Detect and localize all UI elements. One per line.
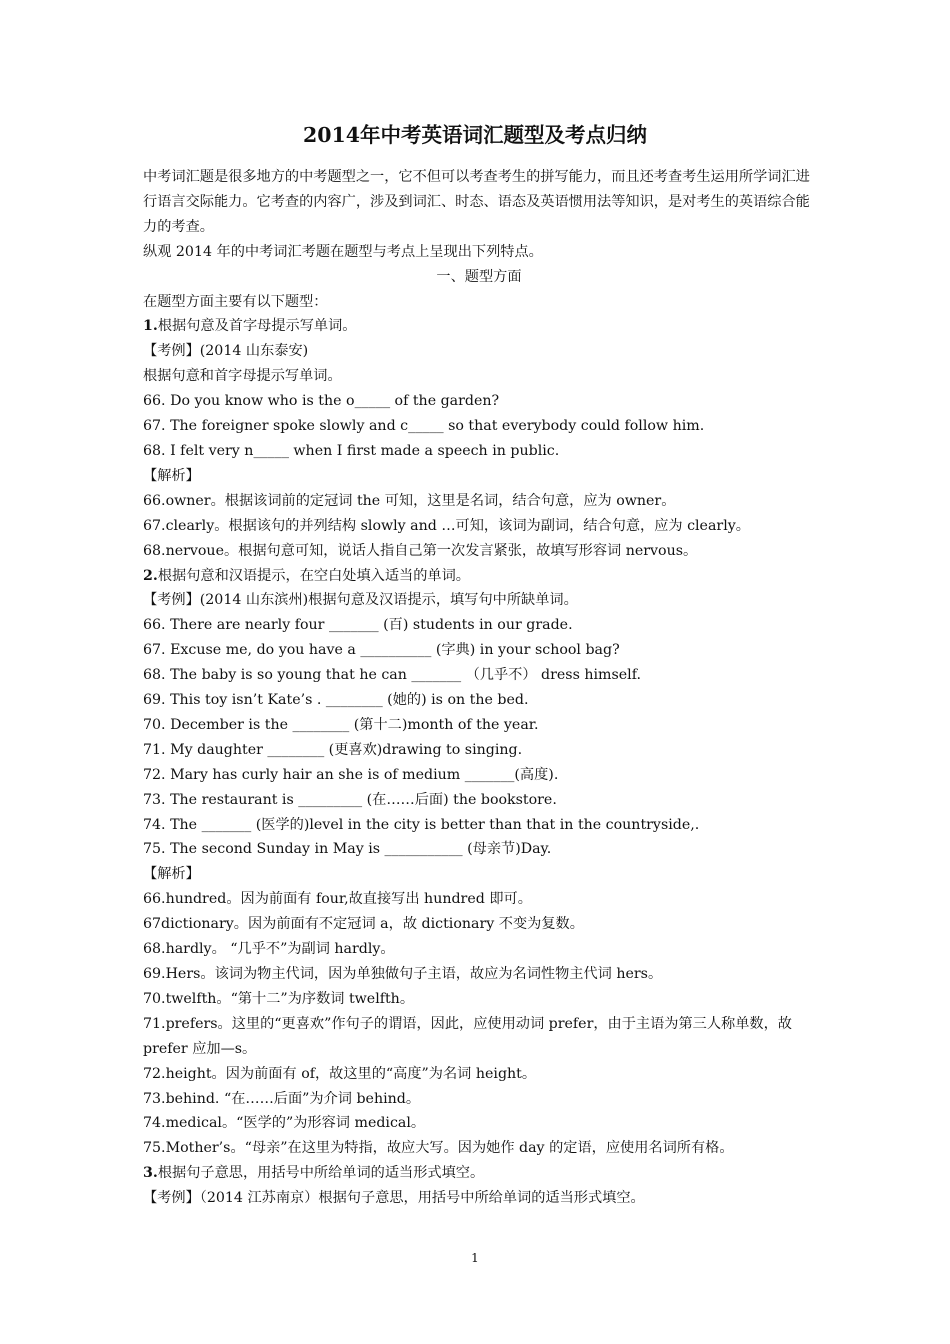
type2-heading-text: 根据句意和汉语提示，在空白处填入适当的单词。 — [157, 567, 470, 584]
overview-paragraph: 纵观 2014 年的中考词汇考题在题型与考点上呈现出下列特点。 — [143, 243, 543, 260]
document-body — [143, 165, 815, 1211]
question-line: 68. The baby is so young that he can _______ （几乎不） dress himself. — [143, 667, 641, 684]
question-line: 66. There are nearly four _______ (百) students in our grade. — [143, 617, 573, 634]
question-line: 66. Do you know who is the o_____ of the garden? — [143, 393, 500, 410]
question-line: 67. The foreigner spoke slowly and c_____ so that everybody could follow him. — [143, 418, 705, 435]
question-line: 67. Excuse me, do you have a __________ (字典) in your school bag? — [143, 642, 620, 659]
question-line: 69. This toy isn’t Kate’s . ________ (她的) is on the bed. — [143, 692, 529, 709]
type1-heading-text: 根据句意及首字母提示写单词。 — [157, 318, 357, 335]
type1-instruction: 根据句意和首字母提示写单词。 — [143, 368, 342, 385]
type3-number: 3. — [143, 1165, 158, 1182]
answer-line: 68.hardly。 “几乎不”为副词 hardly。 — [143, 941, 395, 958]
answer-line: 66.hundred。因为前面有 four,故直接写出 hundred 即可。 — [143, 891, 532, 908]
type3-heading — [143, 1161, 815, 1186]
question-line: 68. I felt very n_____ when I first made a speech in public. — [143, 442, 560, 459]
type1-heading — [143, 314, 815, 339]
answer-line: 68.nervoue。根据句意可知，说话人指自己第一次发言紧张，故填写形容词 nervous。 — [143, 542, 698, 559]
question-line: 71. My daughter ________ (更喜欢)drawing to singing. — [143, 741, 523, 758]
type3-example: 【考例】（2014 江苏南京）根据句子意思，用括号中所给单词的适当形式填空。 — [143, 1190, 645, 1207]
question-line: 73. The restaurant is _________ (在……后面) the bookstore. — [143, 791, 557, 808]
answer-line: 67.clearly。根据该句的并列结构 slowly and …可知，该词为副词，结合句意，应为 clearly。 — [143, 517, 750, 534]
type2-heading — [143, 564, 815, 589]
document-title: 2014年中考英语词汇题型及考点归纳 — [302, 123, 648, 147]
type2-number: 2. — [143, 567, 158, 584]
answer-line: 74.medical。“医学的”为形容词 medical。 — [143, 1115, 426, 1132]
intro-paragraph: 中考词汇题是很多地方的中考题型之一，它不但可以考查考生的拼写能力，而且还考查考生运用所学词汇进行语言交际能力。它考查的内容广，涉及到词汇、时态、语态及英语惯用法等知识，是对考生的英语综合能力的考查。 — [143, 169, 810, 235]
answer-line: 71.prefers。这里的“更喜欢”作句子的谓语，因此，应使用动词 prefer，由于主语为第三人称单数，故 prefer 应加—s。 — [143, 1015, 792, 1057]
answer-line: 75.Mother’s。“母亲”在这里为特指，故应大写。因为她作 day 的定语，应使用名词所有格。 — [143, 1140, 734, 1157]
type1-analysis-label: 【解析】 — [143, 467, 200, 484]
section-heading: 一、题型方面 — [436, 268, 522, 285]
type2-example: 【考例】(2014 山东滨州)根据句意及汉语提示，填写句中所缺单词。 — [143, 592, 578, 609]
answer-line: 67dictionary。因为前面有不定冠词 a，故 dictionary 不变为复数。 — [143, 916, 584, 933]
answer-line: 73.behind. “在……后面”为介词 behind。 — [143, 1090, 421, 1107]
type1-number: 1. — [143, 318, 158, 335]
type3-heading-text: 根据句子意思，用括号中所给单词的适当形式填空。 — [157, 1165, 485, 1182]
section-intro: 在题型方面主要有以下题型： — [143, 293, 328, 310]
answer-line: 72.height。因为前面有 of，故这里的“高度”为名词 height。 — [143, 1065, 537, 1082]
type2-analysis-label: 【解析】 — [143, 866, 200, 883]
question-line: 74. The _______ (医学的)level in the city is better than that in the countryside,. — [143, 816, 700, 833]
answer-line: 66.owner。根据该词前的定冠词 the 可知，这里是名词，结合句意，应为 owner。 — [143, 492, 676, 509]
type1-example: 【考例】(2014 山东泰安) — [143, 343, 309, 360]
answer-line: 69.Hers。该词为物主代词，因为单独做句子主语，故应为名词性物主代词 hers。 — [143, 966, 663, 982]
question-line: 72. Mary has curly hair an she is of medium _______(高度). — [143, 766, 559, 783]
question-line: 70. December is the ________ (第十二)month of the year. — [143, 716, 539, 733]
page-number: 1 — [471, 1251, 479, 1265]
question-line: 75. The second Sunday in May is ___________ (母亲节)Day. — [143, 841, 552, 858]
answer-line: 70.twelfth。“第十二”为序数词 twelfth。 — [143, 990, 415, 1007]
